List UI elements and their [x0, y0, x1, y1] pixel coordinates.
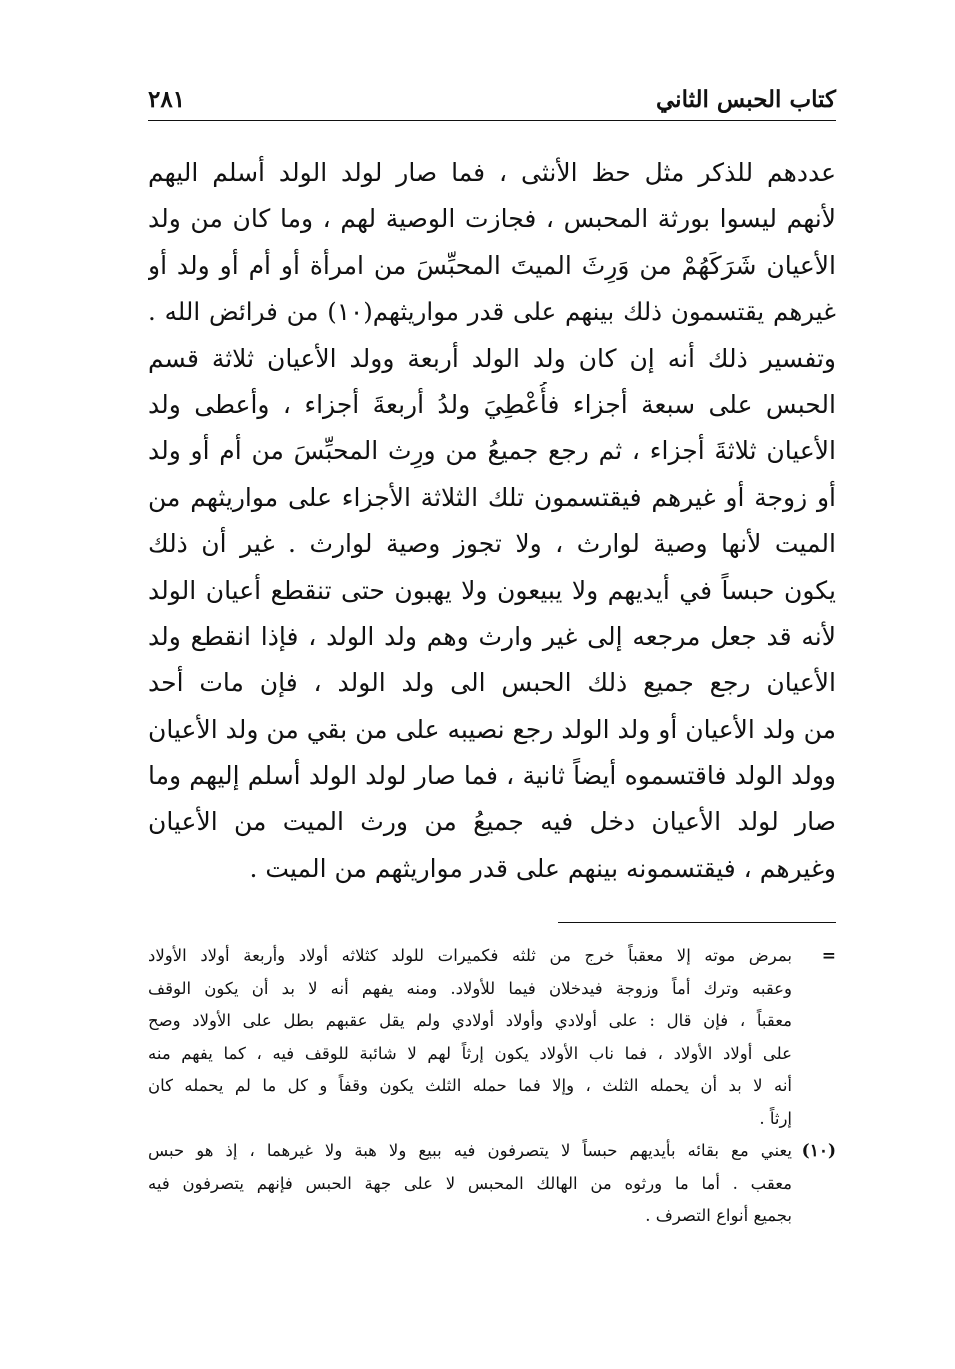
text-line: وتفسير ذلك أنه إن كان ولد الولد أربعة وولد الأعيان ثلاثة قسم — [148, 343, 836, 373]
text-line: الميت لأنها وصية لوارث ، ولا تجوز وصية لوارث . غير أن ذلك — [148, 529, 836, 559]
footnote-line: أنه لا بد أن يحمله الثلث ، وإلا فما حمله الثلث يكون وقفاً و كل ما لم يحمله كان — [148, 1076, 792, 1095]
page-number: ٢٨١ — [148, 86, 186, 113]
text-line: لأنه قد جعل مرجعه إلى غير وارث وهم ولد الولد ، فإذا انقطع ولد — [148, 621, 836, 651]
text-line: الأعيان ثلاثةَ أجزاء ، ثم رجع جميعُ من ورِث المحبِّسَ من أم أو ولد — [148, 436, 836, 466]
footnote-line: بمرض موته إلا معقباً خرج من ثلثه فكميرات للولد كثلاثه أولاد وأربعة أولاد الأولاد — [148, 946, 792, 965]
text-line: وغيرهم ، فيقتسمونه بينهم على قدر مواريثهم من الميت . — [249, 853, 836, 883]
header-rule — [148, 120, 836, 121]
footnote-line: على أولاد الأولاد ، فما ناب الأولاد يكون إرثاً لهم لا شائبة للوقف فيه ، كما يفهم منه — [148, 1043, 792, 1063]
text-line: الحبس على سبعة أجزاء فأُعْطِيَ ولدُ أربعةَ أجزاء ، وأعطى ولد — [148, 389, 836, 419]
text-line: صار لولد الأعيان دخل فيه جميعُ من ورث الميت من الأعيان — [148, 807, 836, 837]
text-line: من ولد الأعيان أو ولد الولد رجع نصيبه على من بقي من ولد الأعيان — [148, 714, 836, 744]
text-line: الأعيان رجع جميع ذلك الحبس الى ولد الولد ، فإن مات أحد — [148, 668, 836, 698]
footnote-marker: = — [821, 946, 836, 966]
footnote-line: معقباً ، فإن قال : على أولادي وأولاد أولادي ولم يقل عقبهم بطل على الأولاد وصح — [148, 1011, 792, 1030]
page-header — [148, 84, 836, 120]
footnotes — [148, 940, 836, 1233]
footnote-marker: (١٠) — [801, 1141, 836, 1161]
running-title: كتاب الحبس الثاني — [656, 86, 836, 113]
footnote-separator — [558, 922, 836, 923]
text-line: غيرهم يقتسمون ذلك بينهم على قدر مواريثهم(١٠) من فرائض الله . — [148, 297, 836, 327]
footnote-continued — [148, 940, 836, 1135]
footnote-line: معقب . أما ما ورثوه من الهالك المحبس لا على جهة الحبس فإنهم يتصرفون فيه — [148, 1173, 792, 1193]
text-line: أو زوجة أو غيرهم فيقتسمون تلك الثلاثة الأجزاء على مواريثهم من — [148, 482, 836, 512]
main-text — [148, 150, 836, 892]
text-line: الأعيان شَرَكَهُمْ من وَرِثَ الميتَ المحبِّسَ من امرأة أو أم أو ولد أو — [148, 250, 836, 280]
text-line: يكون حبساً في أيديهم ولا يبيعون ولا يهبون حتى تنقطع أعيان الولد — [148, 575, 836, 605]
footnote-line: بجميع أنواع التصرف . — [645, 1206, 792, 1225]
text-line: عددهم للذكر مثل حظ الأنثى ، فما صار لولد الولد أسلم اليهم — [148, 158, 836, 187]
footnote-line: إرثاً . — [759, 1108, 792, 1128]
footnote-line: وعقبه وترك أماً وزوجة فيدخلان فيما للأولاد. ومنه يفهم أنه لا بد أن يكون الوقف — [148, 978, 792, 998]
footnote-10 — [148, 1135, 836, 1233]
text-line: لأنهم ليسوا بورثة المحبس ، فجازت الوصية لهم ، وما كان من ولد — [148, 204, 836, 234]
footnote-line: يعني مع بقائه بأيديهم حبساً لا يتصرفون فيه ببيع ولا هبة ولا غيرهما ، إذ هو حبس — [148, 1141, 792, 1160]
text-line: وولد الولد فاقتسموه أيضاً ثانية ، فما صار لولد الولد أسلم إليهم وما — [148, 761, 836, 791]
